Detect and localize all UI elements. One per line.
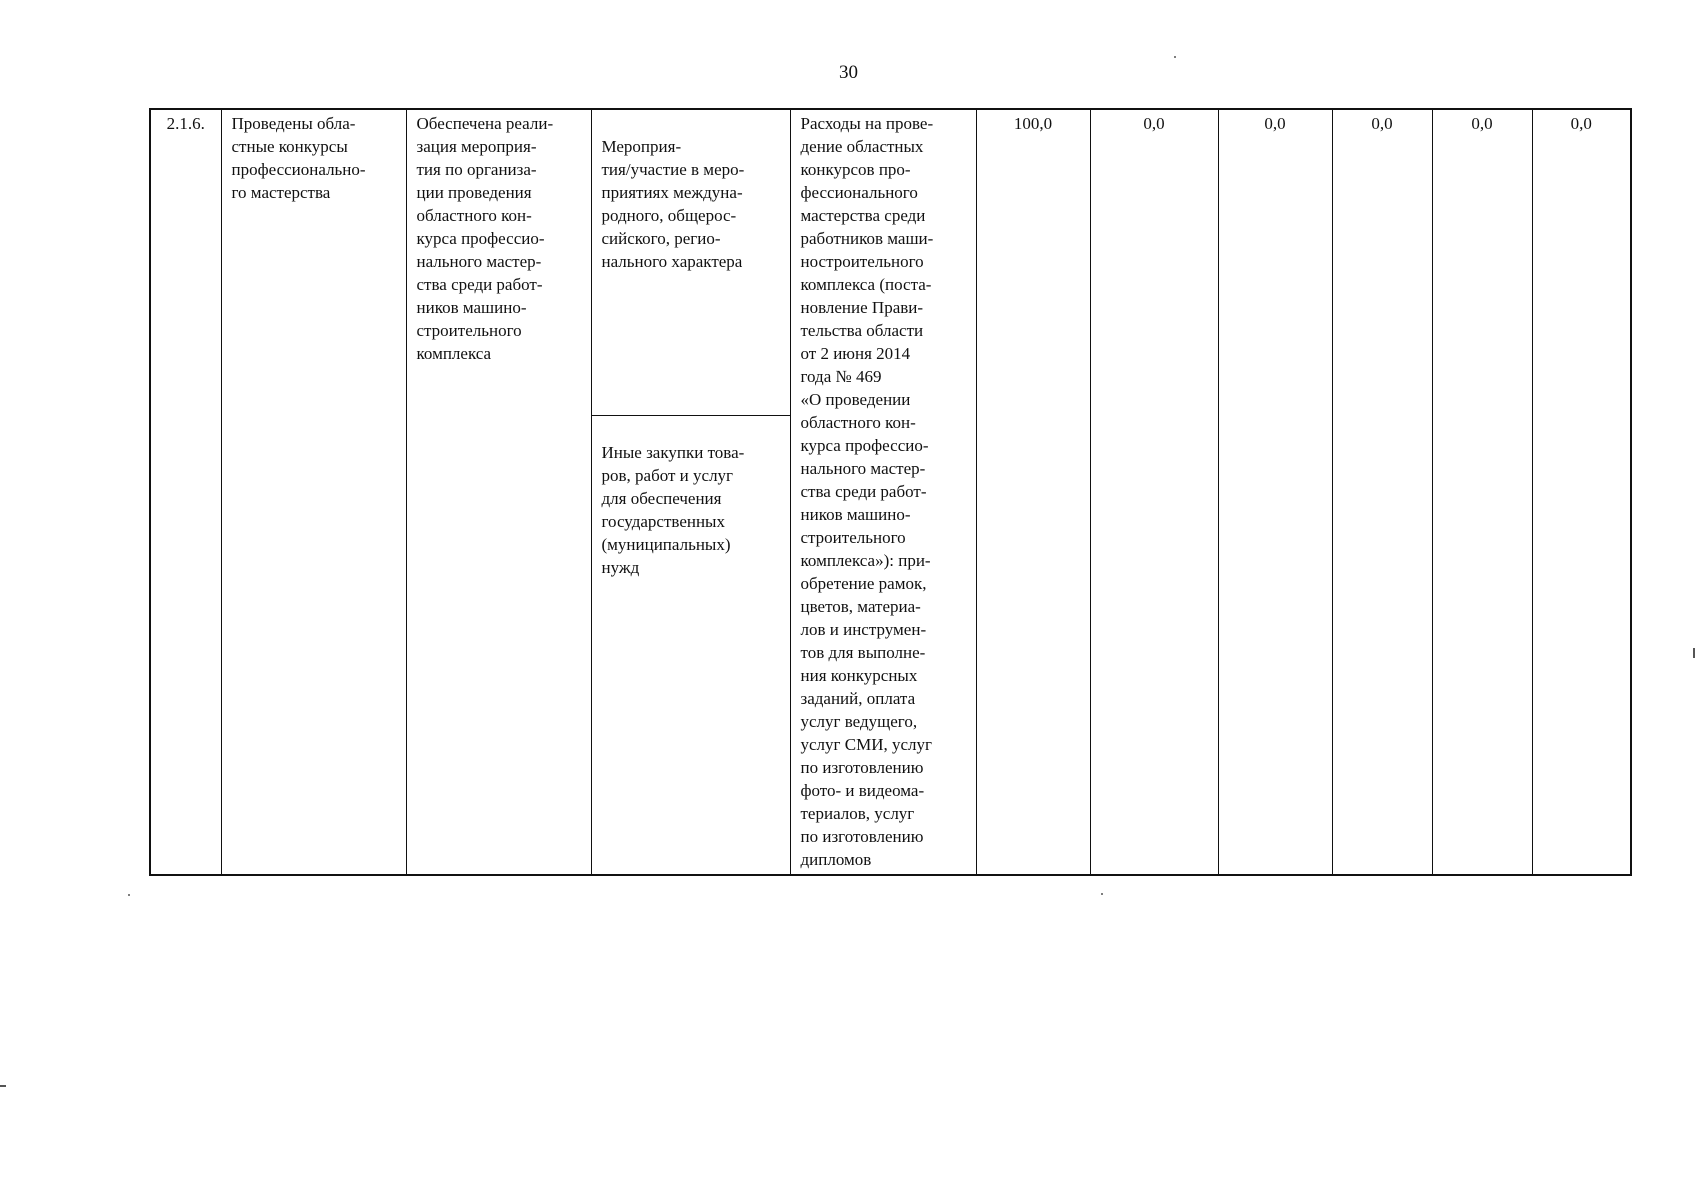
expense-type-procurement: Иные закупки това- ров, работ и услуг для обеспечения государственных (муниципальных) нужд: [601, 443, 745, 577]
scan-speck: [128, 894, 130, 896]
value-cell-2: 0,0: [1090, 109, 1218, 875]
value-cell-4: 0,0: [1332, 109, 1432, 875]
table-row: [150, 109, 1631, 875]
value-cell-3: 0,0: [1218, 109, 1332, 875]
value-cell-5: 0,0: [1432, 109, 1532, 875]
result-cell: Проведены обла- стные конкурсы профессионально- го мастерства: [221, 109, 406, 875]
value-cell-1: 100,0: [976, 109, 1090, 875]
scan-speck: [1693, 648, 1695, 658]
value-cell-6: 0,0: [1532, 109, 1631, 875]
description-cell: Расходы на прове- дение областных конкурсов про- фессионального мастерства среди работников маши- ностроительного комплекса (поста- новление Прави- тельства области от 2 июня 2014 года № 469 «О проведении областного кон- курса профессио- нального мастер- ства среди работ- ников машино- строительного комплекса»): при- обретение рамок, цветов, материа- лов и инструмен- тов для выполне- ния конкурсных заданий, оплата услуг ведущего, услуг СМИ, услуг по изготовлению фото- и видеома- териалов, услуг по изготовлению дипломов: [790, 109, 976, 875]
measure-cell: Обеспечена реали- зация мероприя- тия по организа- ции проведения областного кон- курса профессио- нального мастер- ства среди работ- ников машино- строительного комплекса: [406, 109, 591, 875]
scan-speck: [1174, 56, 1176, 58]
scan-speck: [1101, 893, 1103, 895]
page-number: 30: [839, 62, 858, 83]
expense-type-cell: [591, 109, 790, 875]
expense-type-events: Мероприя- тия/участие в меро- приятиях междуна- родного, общерос- сийского, регио- нального характера: [592, 133, 790, 416]
budget-table: [149, 108, 1632, 876]
item-code-cell: 2.1.6.: [150, 109, 221, 875]
scan-speck: [0, 1085, 6, 1087]
